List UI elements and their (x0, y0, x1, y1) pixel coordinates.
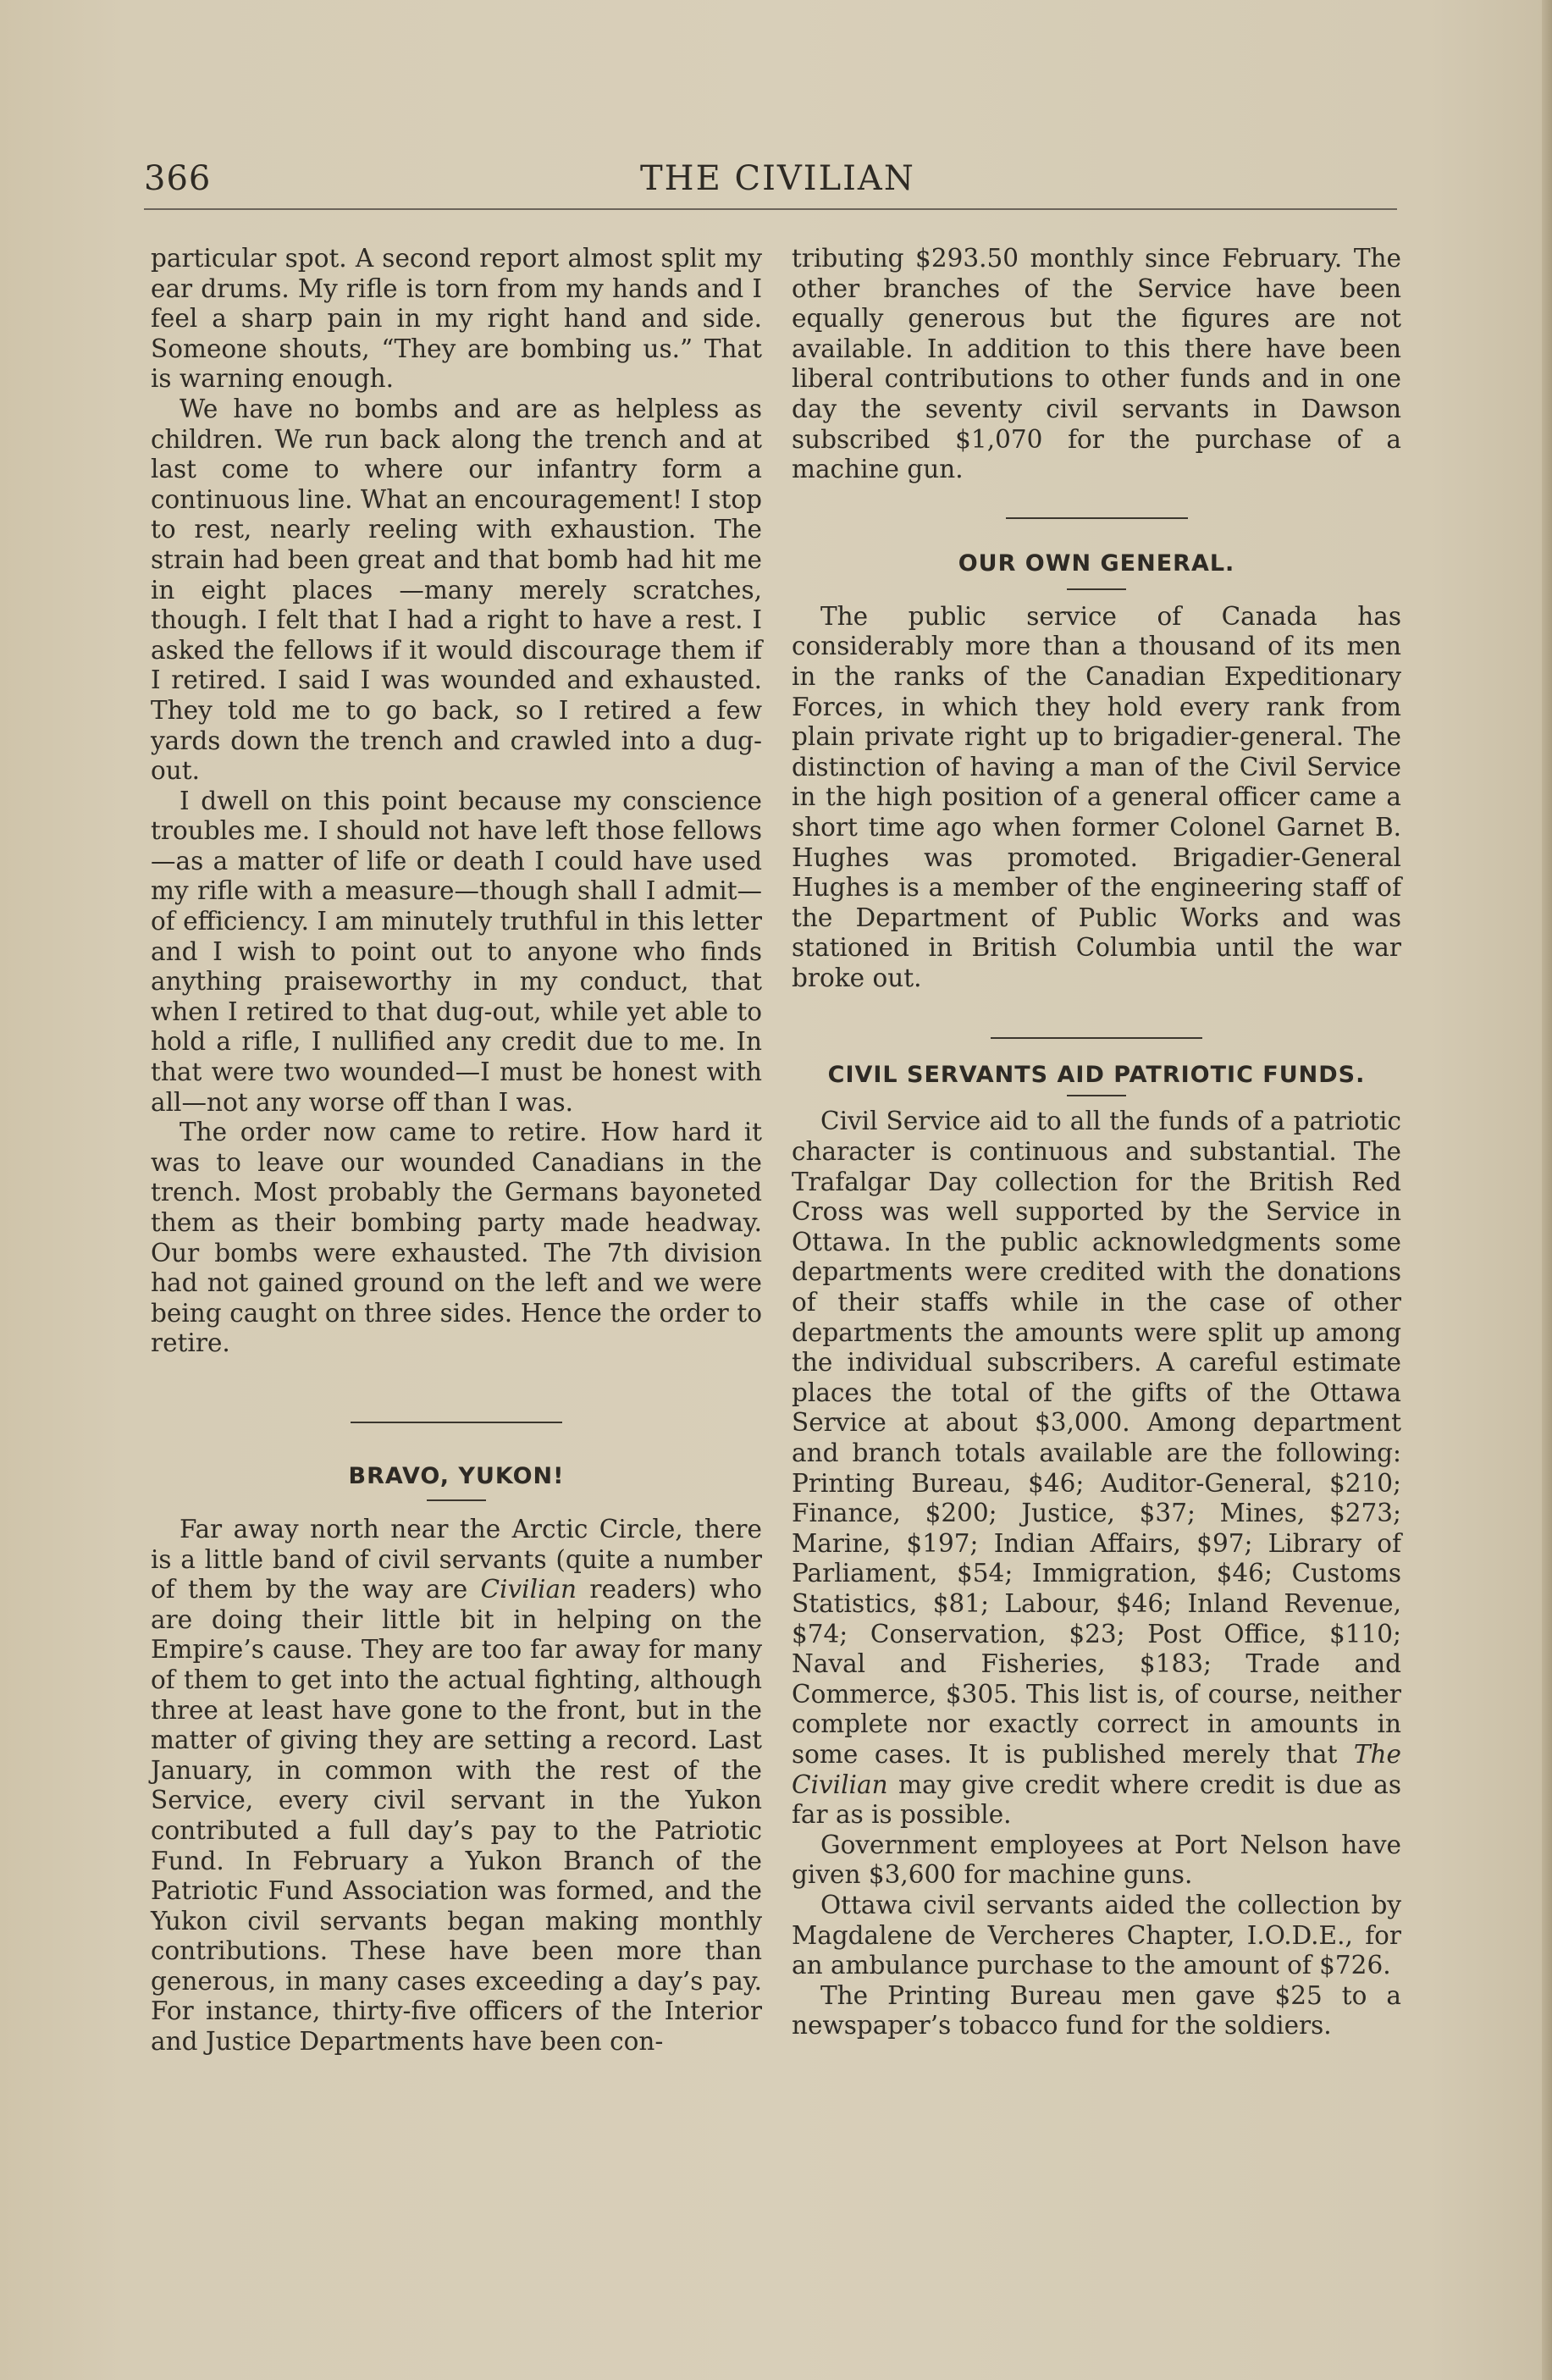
page-header (144, 159, 1397, 210)
paragraph: The public service of Canada has considerably more than a thousand of its men in the ranks of the Canadian Expeditionary Forces, in which they hold every rank from plain private right up to brigadier-general. The distinction of having a man of the Civil Service in the high position of a general officer came a short time ago when former Colonel Garnet B. Hughes was promoted. Brigadier-General Hughes is a member of the engineering staff of the Department of Public Works and was stationed in British Columbia until the war broke out. (792, 601, 1401, 992)
text-run: may give credit where credit is due as far as is possible. (792, 1770, 1401, 1830)
paragraph (792, 1107, 1401, 1830)
page-edge (1542, 0, 1552, 2380)
paragraph (151, 1515, 762, 2057)
paragraph: Ottawa civil servants aided the collection by Magdalene de Vercheres Chapter, I.O.D.E., for an ambulance purchase to the amount of $726. (792, 1890, 1401, 1980)
heading-civil-servants-aid: CIVIL SERVANTS AID PATRIOTIC FUNDS. (827, 1062, 1366, 1089)
section-divider (351, 1422, 562, 1423)
section-divider (1006, 517, 1188, 519)
heading-underline (1067, 1095, 1126, 1096)
paragraph: Government employees at Port Nelson have given $3,600 for machine guns. (792, 1830, 1401, 1890)
right-column (792, 244, 1401, 2041)
paragraph: particular spot. A second report almost split my ear drums. My rifle is torn from my hands and I feel a sharp pain in my right hand and side. Someone shouts, “They are bombing us.” That is warning enough. (151, 244, 762, 394)
header-rule (144, 208, 1397, 210)
journal-title: THE CIVILIAN (640, 159, 915, 198)
text-run: readers) who are doing their little bit in helping on the Empire’s cause. They are too far away for many of them to get into the actual fighting, although three at least have gone to the front, but in the matter of giving they are setting a record. Last January, in common with the rest of the Service, every civil servant in the Yukon contributed a full day’s pay to the Patriotic Fund. In February a Yukon Branch of the Patriotic Fund Association was formed, and the Yukon civil servants began making monthly contributions. These have been more than generous, in many cases exceeding a day’s pay. For instance, thirty-five officers of the Interior and Justice Departments have been con- (151, 1575, 762, 2057)
paragraph: tributing $293.50 monthly since February. The other branches of the Service have been equally generous but the figures are not available. In addition to this there have been liberal contributions to other funds and in one day the seventy civil servants in Dawson subscribed $1,070 for the purchase of a machine gun. (792, 244, 1401, 484)
left-column (151, 244, 762, 2057)
section-divider (991, 1037, 1202, 1039)
heading-our-own-general: OUR OWN GENERAL. (958, 549, 1235, 577)
text-run: Civil Service aid to all the funds of a patriotic character is continuous and substantial. The Trafalgar Day collection for the British Red Cross was well supported by the Service in Ottawa. In the public acknowledgments some departments were credited with the donations of their staffs while in the case of other departments the amounts were split up among the individual subscribers. A careful estimate places the total of the gifts of the Ottawa Service at about $3,000. Among department and branch totals available are the following: Printing Bureau, $46; Auditor-General, $210; Finance, $200; Justice, $37; Mines, $273; Marine, $197; Indian Affairs, $97; Library of Parliament, $54; Immigration, $46; Customs Statistics, $81; Labour, $46; Inland Revenue, $74; Conservation, $23; Post Office, $110; Naval and Fisheries, $183; Trade and Commerce, $305. This list is, of course, neither complete nor exactly correct in amounts in some cases. It is published merely that (792, 1107, 1401, 1769)
heading-underline (427, 1499, 486, 1501)
paragraph: The order now came to retire. How hard it was to leave our wounded Canadians in the trench. Most probably the Germans bayoneted them as their bombing party made headway. Our bombs were exhausted. The 7th division had not gained ground on the left and we were being caught on three sides. Hence the order to retire. (151, 1118, 762, 1358)
heading-bravo-yukon: BRAVO, YUKON! (348, 1462, 565, 1489)
paragraph: I dwell on this point because my conscience troubles me. I should not have left those fellows—as a matter of life or death I could have used my rifle with a measure—though shall I admit—of efficiency. I am minutely truthful in this letter and I wish to point out to anyone who finds anything praiseworthy in my conduct, that when I retired to that dug-out, while yet able to hold a rifle, I nullified any credit due to me. In that were two wounded—I must be honest with all—not any worse off than I was. (151, 786, 762, 1117)
italic-text: The Civilian (792, 1739, 1401, 1799)
page-number: 366 (144, 159, 212, 198)
paragraph: We have no bombs and are as helpless as children. We run back along the trench and at last come to where our infantry form a continuous line. What an encouragement! I stop to rest, nearly reeling with exhaustion. The strain had been great and that bomb had hit me in eight places —many merely scratches, though. I felt that I had a right to have a rest. I asked the fellows if it would discourage them if I retired. I said I was wounded and exhausted. They told me to go back, so I retired a few yards down the trench and crawled into a dug-out. (151, 394, 762, 786)
italic-text: Civilian (480, 1575, 577, 1604)
paragraph: The Printing Bureau men gave $25 to a newspaper’s tobacco fund for the soldiers. (792, 1980, 1401, 2040)
heading-underline (1067, 588, 1126, 590)
text-run: Far away north near the Arctic Circle, there is a little band of civil servants (quite a number of them by the way are (151, 1514, 762, 1604)
